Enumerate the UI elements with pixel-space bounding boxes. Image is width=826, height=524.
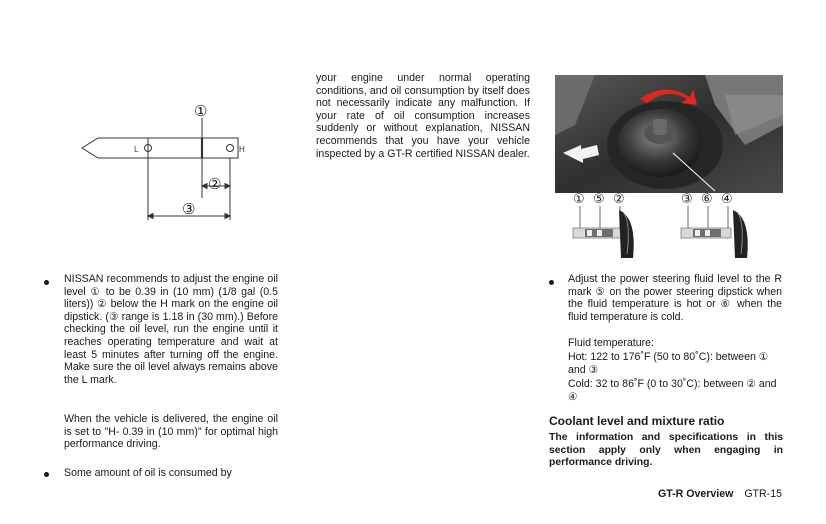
callout-6: ⑥ xyxy=(701,192,713,207)
dipstick-cold xyxy=(681,210,748,258)
footer-page-number: GTR-15 xyxy=(744,488,782,500)
fluid-temperature-label: Fluid temperature: xyxy=(568,337,654,349)
callout-4: ④ xyxy=(721,192,733,207)
bullet-dot xyxy=(44,472,49,477)
oil-delivery-note: When the vehicle is delivered, the engine oil is set to "H- 0.39 in (10 mm)" for optimal high performance driving. xyxy=(64,413,278,451)
oil-dipstick-diagram xyxy=(78,100,268,222)
callout-3: ③ xyxy=(681,192,693,207)
callout-1: ① xyxy=(194,102,208,120)
bullet-dot xyxy=(549,280,554,285)
power-steering-dipstick-diagram xyxy=(555,188,783,258)
footer-section: GT-R Overview xyxy=(657,488,734,500)
coolant-heading: Coolant level and mixture ratio xyxy=(549,414,725,428)
oil-consumed-bullet: Some amount of oil is consumed by xyxy=(64,467,232,479)
coolant-note: The information and specifications in this section apply only when engaging in performance driving. xyxy=(549,432,783,469)
fluid-temperature-cold: Cold: 32 to 86˚F (0 to 30˚C): between ② and ④ xyxy=(568,378,777,403)
callout-1: ① xyxy=(573,192,585,207)
power-steering-bullet: Adjust the power steering fluid level to the R mark ⑤ on the power steering dipstick when the fluid temperature is hot or ⑥ when the fluid temperature is cold. xyxy=(568,273,782,323)
high-mark-label: H xyxy=(239,145,245,154)
oil-level-bullet: NISSAN recommends to adjust the engine oil level ① to be 0.39 in (10 mm) (1/8 gal (0.5 liters)) ② below the H mark on the engine oil dipstick. (③ range is 1.18 in (30 mm).) Before checking the oil level, run the engine until it reaches operating temperature and wait at least 5 minutes after turning off the engine. Make sure the oil level always remains above the L mark. xyxy=(64,273,278,386)
fluid-temperature-hot: Hot: 122 to 176˚F (50 to 80˚C): between ① and ③ xyxy=(568,351,769,376)
oil-consumption-paragraph: your engine under normal operating conditions, and oil consumption by itself does not necessarily indicate any malfunction. If your rate of oil consumption increases suddenly or without explanation, NISSAN recommends that you have your vehicle inspected by a GT-R certified NISSAN dealer. xyxy=(316,72,530,160)
callout-5: ⑤ xyxy=(593,192,605,207)
power-steering-reservoir-photo xyxy=(555,75,783,193)
dipstick-hot xyxy=(573,210,634,258)
dipstick-blade xyxy=(82,138,238,158)
low-mark-label: L xyxy=(134,145,139,154)
callout-2: ② xyxy=(613,192,625,207)
bullet-dot xyxy=(44,280,49,285)
callout-3: ③ xyxy=(182,200,196,218)
callout-2: ② xyxy=(208,175,222,193)
page-footer xyxy=(658,488,782,500)
